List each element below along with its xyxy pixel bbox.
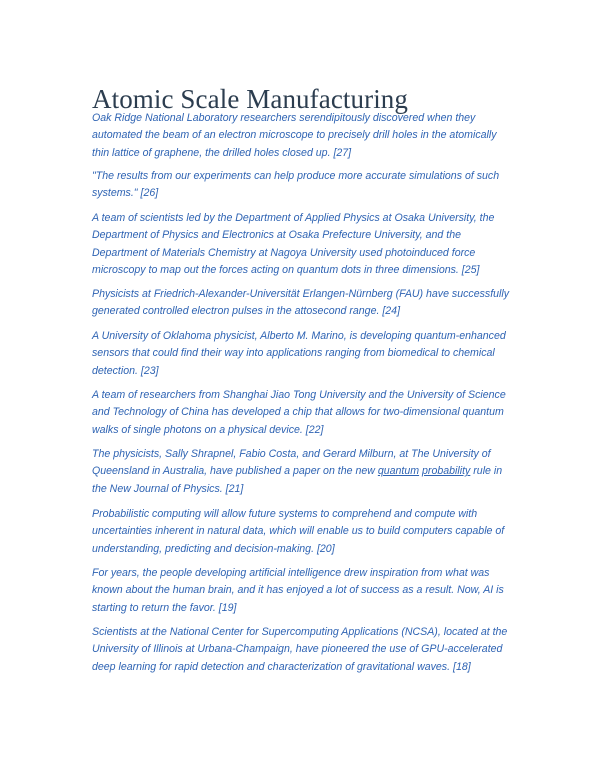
paragraph-line: Scientists at the National Center for Supercomputing Applications (NCSA), located at the [92,626,508,638]
paragraph-5 [92,328,514,380]
paragraph-line-with-links [92,463,514,480]
paragraph-line: Physicists at Friedrich-Alexander-Universität Erlangen-Nürnberg (FAU) have successfully [92,288,510,300]
paragraph-2 [92,168,514,203]
paragraph-line: detection. [23] [92,364,159,377]
paragraph-line: automated the beam of an electron microscope to precisely drill holes in the atomically [92,129,497,142]
paragraph-4 [92,286,514,321]
line-text: Queensland in Australia, have published a paper on the new [92,465,378,478]
paragraph-line: and Technology of China has developed a chip that allows for two-dimensional quantum [92,406,504,419]
paragraph-line: deep learning for rapid detection and characterization of gravitational waves. [18] [92,660,471,673]
paragraph-line: known about the human brain, and it has enjoyed a lot of success as a result. Now, AI is [92,584,504,597]
paragraph-line: uncertainties inherent in natural data, which will enable us to build computers capable of [92,525,505,538]
probability-link[interactable]: probability [422,465,471,478]
paragraph-line: For years, the people developing artificial intelligence drew inspiration from what was [92,567,490,579]
paragraph-3 [92,210,514,279]
paragraph-line: A team of scientists led by the Department of Applied Physics at Osaka University, the [92,212,495,224]
paragraph-line: sensors that could find their way into applications ranging from biomedical to chemical [92,347,495,360]
paragraph-line: walks of single photons on a physical device. [22] [92,423,324,436]
document-title: Atomic Scale Manufacturing [92,84,409,115]
line-text: rule in [470,465,503,478]
paragraph-line: starting to return the favor. [19] [92,601,237,614]
paragraph-line: The physicists, Sally Shrapnel, Fabio Costa, and Gerard Milburn, at The University of [92,448,491,460]
paragraph-9 [92,565,514,617]
paragraph-line: Department of Materials Chemistry at Nagoya University used photoinduced force [92,246,476,259]
paragraph-7 [92,446,514,498]
paragraph-line: "The results from our experiments can help produce more accurate simulations of such [92,170,500,182]
paragraph-1 [92,110,514,162]
paragraph-10 [92,624,514,676]
paragraph-line: University of Illinois at Urbana-Champaign, have pioneered the use of GPU-accelerated [92,643,503,656]
paragraph-line: generated controlled electron pulses in the attosecond range. [24] [92,305,401,318]
paragraph-line: systems." [26] [92,187,159,200]
paragraph-line: thin lattice of graphene, the drilled holes closed up. [27] [92,146,352,159]
paragraph-6 [92,387,514,439]
paragraph-8 [92,506,514,558]
paragraph-line: Department of Physics and Electronics at Osaka Prefecture University, and the [92,229,461,242]
paragraph-line: A team of researchers from Shanghai Jiao Tong University and the University of Science [92,389,506,401]
paragraph-line: microscopy to map out the forces acting on quantum dots in three dimensions. [25] [92,263,480,276]
paragraph-line: the New Journal of Physics. [21] [92,482,244,495]
quantum-link[interactable]: quantum [377,465,420,478]
paragraph-line: Probabilistic computing will allow future systems to comprehend and compute with [92,508,478,520]
paragraph-line: Oak Ridge National Laboratory researchers serendipitously discovered when they [92,112,476,124]
paragraph-line: understanding, predicting and decision-making. [20] [92,542,335,555]
paragraph-line: A University of Oklahoma physicist, Alberto M. Marino, is developing quantum-enhanced [92,330,506,342]
